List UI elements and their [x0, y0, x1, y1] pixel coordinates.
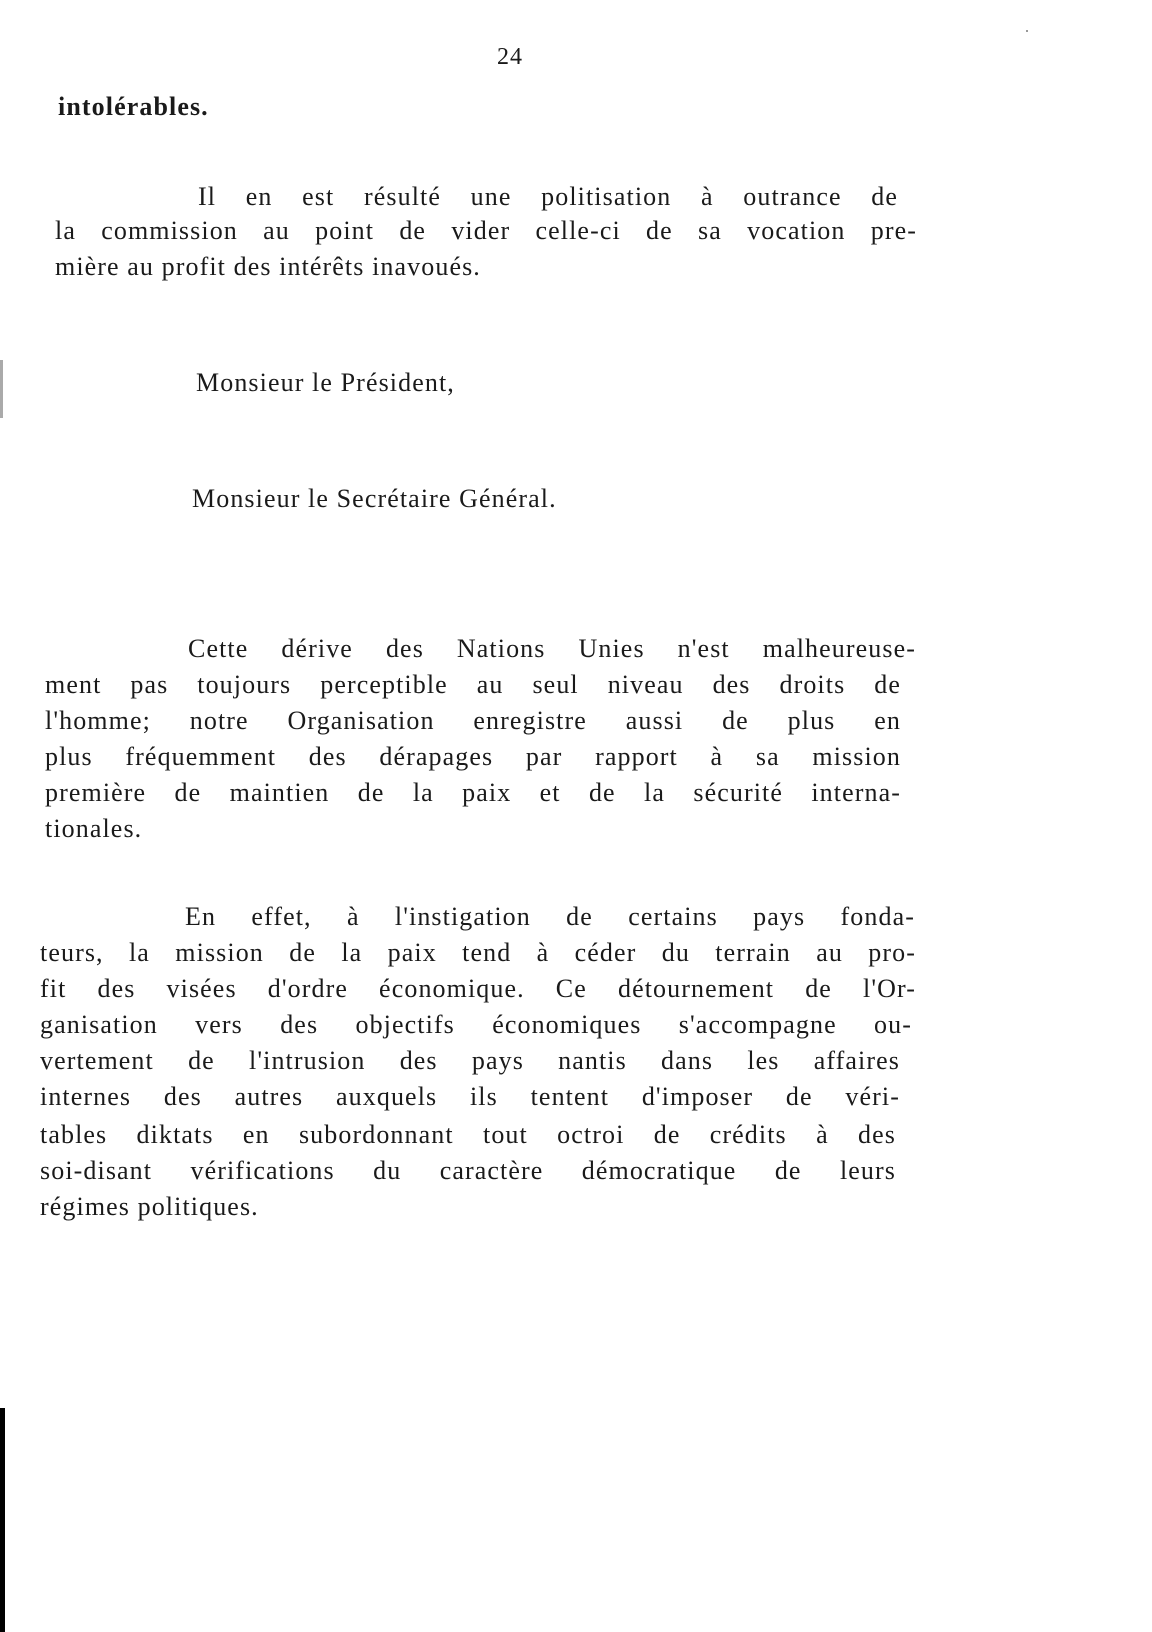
text-line: soi-disant vérifications du caractère démocratique de leurs	[40, 1156, 896, 1185]
text-line: intolérables.	[58, 92, 209, 121]
text-line: ganisation vers des objectifs économiques s'accompagne ou-	[40, 1010, 912, 1039]
text-line: plus fréquemment des dérapages par rapport à sa mission	[45, 742, 901, 771]
text-line: ment pas toujours perceptible au seul niveau des droits de	[45, 670, 901, 699]
text-line: fit des visées d'ordre économique. Ce détournement de l'Or-	[40, 974, 916, 1003]
text-line: Il en est résulté une politisation à outrance de	[198, 182, 898, 211]
scan-margin-mark	[0, 360, 3, 418]
text-line: mière au profit des intérêts inavoués.	[55, 252, 481, 281]
text-line: internes des autres auxquels ils tentent d'imposer de véri-	[40, 1082, 900, 1111]
text-line: tionales.	[45, 814, 143, 843]
text-line: première de maintien de la paix et de la sécurité interna-	[45, 778, 901, 807]
text-line: teurs, la mission de la paix tend à céder du terrain au pro-	[40, 938, 916, 967]
salutation-secretary-general: Monsieur le Secrétaire Général.	[192, 484, 557, 513]
page-number: 24	[497, 44, 523, 70]
text-line: l'homme; notre Organisation enregistre aussi de plus en	[45, 706, 901, 735]
text-line: la commission au point de vider celle-ci de sa vocation pre-	[55, 216, 917, 245]
text-line: En effet, à l'instigation de certains pays fonda-	[185, 902, 915, 931]
scan-speck	[1026, 30, 1028, 32]
text-line: régimes politiques.	[40, 1192, 259, 1221]
salutation-president: Monsieur le Président,	[196, 368, 455, 397]
text-line: vertement de l'intrusion des pays nantis dans les affaires	[40, 1046, 900, 1075]
text-line: tables diktats en subordonnant tout octroi de crédits à des	[40, 1120, 896, 1149]
text-line: Cette dérive des Nations Unies n'est malheureuse-	[188, 634, 916, 663]
scan-margin-bar	[0, 1408, 5, 1632]
